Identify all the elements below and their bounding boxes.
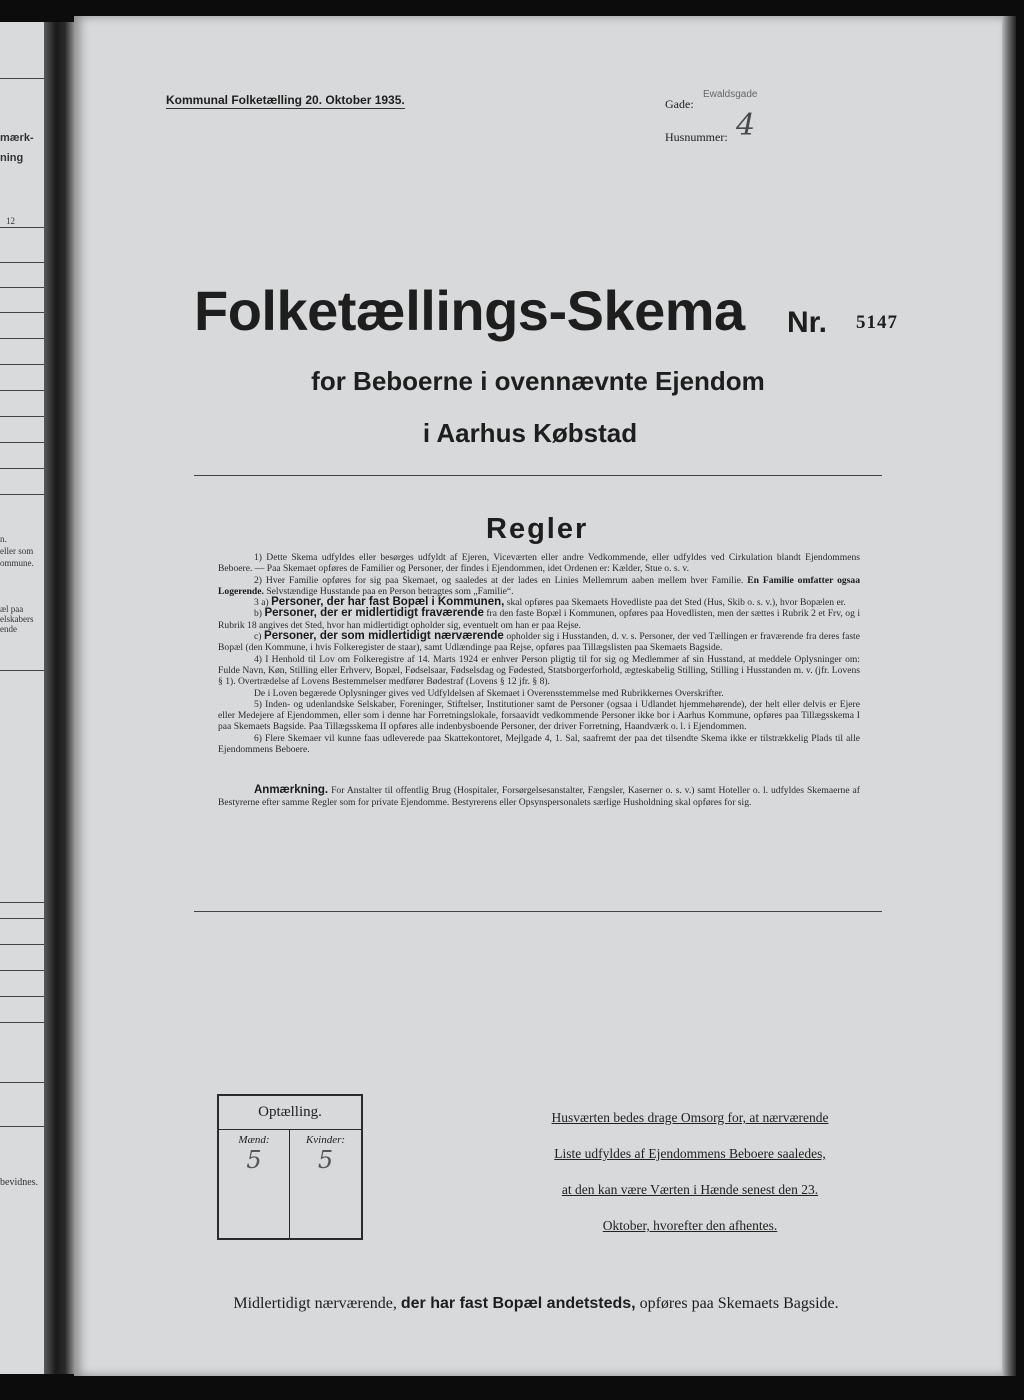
women-count: 5	[317, 1146, 334, 1174]
notice-line: at den kan være Værten i Hænde senest den 23.	[561, 1182, 819, 1197]
rule-3a-heading: Personer, der har fast Bopæl i Kommunen,	[271, 596, 505, 609]
left-page-rule	[0, 1082, 44, 1083]
left-page-text: ommune.	[0, 558, 34, 568]
footer-text-end: opføres paa Skemaets Bagside.	[639, 1295, 839, 1312]
rule-3b-heading: Personer, der er midlertidigt fraværende	[264, 607, 484, 620]
left-page-rule	[0, 1022, 44, 1023]
book-binding	[44, 22, 74, 1374]
rule-3c-text: opholder sig i Husstanden, d. v. s. Personer, der ved Tællingen er fraværende fra deres faste Bopæl (den Kommune, i hvis Folkeregister de staar), samt Udlændinge paa Rejse, opføres paa Tillægslisten paa Skemaets Bagside.	[218, 631, 860, 654]
left-page-rule	[0, 262, 44, 263]
notice-line: Liste udfyldes af Ejendommens Beboere saaledes,	[554, 1146, 826, 1161]
left-page-text: ende	[0, 624, 17, 634]
left-page-rule	[0, 996, 44, 997]
notice-line: Husværten bedes drage Omsorg for, at nærværende	[551, 1110, 829, 1125]
footer-text: Midlertidigt nærværende,	[233, 1295, 397, 1312]
left-page-rule	[0, 364, 44, 365]
rule-3b-number: b)	[254, 608, 262, 620]
left-page-rule	[0, 468, 44, 469]
left-page-rule	[0, 312, 44, 313]
rules-heading: Regler	[486, 513, 589, 545]
rule-4: 4) I Henhold til Lov om Folkeregistre af 14. Marts 1924 er enhver Person pligtig til for sig og Medlemmer af sin Husstand, at meddele Oplysninger om: Fulde Navn, Køn, Stilling eller Erhverv, Bopæl, Fødselsaar, Fødselsdag og Fødested, Statsborgerforhold, ægteskabelig Stilling, Stilling i Husstanden m. v. (jfr. Lovens § 1). Overtrædelse af Lovens Bestemmelser medfører Bødestraf (Lovens § 12 jfr. § 8).	[218, 653, 860, 688]
form-subtitle: for Beboerne i ovennævnte Ejendom	[311, 366, 765, 396]
left-page-rule	[0, 670, 44, 671]
tally-heading: Optælling.	[219, 1096, 361, 1130]
form-number-value: 5147	[856, 312, 898, 333]
left-page-rule	[0, 944, 44, 945]
street-label: Gade:	[665, 97, 694, 111]
rule-3a-number: 3 a)	[254, 597, 269, 609]
men-count: 5	[246, 1146, 262, 1174]
street-value: Ewaldsgade	[703, 89, 758, 100]
rule-2-note: Selvstændige Husstande paa en Person betragtes som „Familie“.	[266, 585, 514, 597]
left-page-rule	[0, 338, 44, 339]
women-column	[290, 1130, 361, 1238]
left-page-rule	[0, 287, 44, 288]
footer-emphasis: der har fast Bopæl andetsteds,	[400, 1295, 636, 1312]
form-title: Folketællings-Skema	[194, 279, 745, 342]
rule-2-emphasis: En Familie omfatter ogsaa Logerende.	[218, 574, 860, 597]
page-edge	[1002, 16, 1016, 1376]
left-page-text: ning	[0, 152, 24, 164]
footer-note	[200, 1295, 872, 1313]
left-page-rule	[0, 918, 44, 919]
census-date-line: Kommunal Folketælling 20. Oktober 1935.	[166, 93, 405, 107]
rule-2: 2) Hver Familie opføres for sig paa Skemaet, og saaledes at der lades en Linies Mellemrum aaben mellem hver Familie.	[254, 574, 744, 586]
left-page-text: eller som	[0, 546, 34, 556]
rule-5: 5) Inden- og udenlandske Selskaber, Foreninger, Stiftelser, Institutioner samt de Personer (ogsaa i Udlandet hjemmehørende), der helt eller delvis er Ejere eller Medejere af Ejendommen, eller som i denne har Forretningslokale, forsaavidt vedkommende Personer ikke bor i Aarhus Kommune, opføres paa Tillægsskema I paa Skemaets Bagside. Paa Tillægsskema II opføres alle indenbysboende Personer, der driver Forretning, Haandværk o. l. i Ejendommen.	[218, 698, 860, 733]
remark-text: For Anstalter til offentlig Brug (Hospitaler, Forsørgelsesanstalter, Fængsler, Kaserner o. s. v.) samt Hoteller o. l. udfyldes Skemaerne af Bestyrerne efter samme Regler som for private Ejendomme. Bestyrerens eller Opsynspersonalets særlige Husholdning skal opføres for sig.	[218, 785, 860, 808]
rule-3a-text: skal opføres paa Skemaets Hovedliste paa det Sted (Hus, Skib o. s. v.), hvor Bopælen er.	[506, 597, 846, 609]
left-page-text: æl paa	[0, 604, 24, 614]
left-page-rule	[0, 416, 44, 417]
divider	[194, 911, 882, 912]
rule-3c-heading: Personer, der som midlertidigt nærværende	[264, 630, 504, 643]
rules-text	[218, 552, 860, 808]
men-column	[219, 1130, 290, 1238]
left-page-rule	[0, 227, 44, 228]
left-page-rule	[0, 902, 44, 903]
house-number-label: Husnummer:	[665, 130, 728, 144]
left-page-text: 12	[6, 216, 15, 226]
left-facing-page	[0, 22, 45, 1374]
left-page-rule	[0, 78, 44, 79]
rule-4-note: De i Loven begærede Oplysninger gives ved Udfyldelsen af Skemaet i Overensstemmelse med Rubrikkernes Overskrifter.	[254, 687, 724, 699]
left-page-text: elskabers	[0, 614, 34, 624]
rule-6: 6) Flere Skemaer vil kunne faas udleverede paa Skattekontoret, Mejlgade 4, 1. Sal, saafremt der paa det tilsendte Skema ikke er tilstrækkelig Plads til alle Ejendommens Beboere.	[218, 732, 860, 756]
tally-box	[217, 1094, 363, 1240]
form-subtitle-city: i Aarhus Købstad	[422, 418, 638, 448]
rule-1: 1) Dette Skema udfyldes eller besørges udfyldt af Ejeren, Viceværten eller andre Vedkommende, eller udfyldes ved Cirkulation blandt Ejendommens Beboere. — Paa Skemaet opføres de Familier og Personer, der findes i Ejendommen, idet Ordenen er: Kælder, Stue o. s. v.	[218, 552, 860, 575]
divider	[194, 475, 882, 476]
women-label: Kvinder:	[305, 1134, 346, 1146]
house-number-value: 4	[736, 108, 756, 143]
left-page-rule	[0, 1126, 44, 1127]
landlord-notice	[518, 1100, 862, 1244]
left-page-text: bevidnes.	[0, 1177, 39, 1188]
notice-line: Oktober, hvorefter den afhentes.	[602, 1218, 778, 1233]
form-number-label: Nr.	[787, 306, 828, 339]
left-page-rule	[0, 970, 44, 971]
left-page-text: mærk-	[0, 132, 34, 144]
remark-label: Anmærkning.	[254, 784, 329, 797]
rule-3b-text: fra den faste Bopæl i Kommunen, opføres paa Hovedlisten, men der sættes i Rubrik 2 et Frv, og i Rubrik 18 angives det Sted, hvor han midlertidigt opholder sig, eventuelt om han er paa Rejse.	[218, 608, 860, 631]
left-page-rule	[0, 494, 44, 495]
men-label: Mænd:	[238, 1134, 270, 1146]
left-page-text: n.	[0, 534, 7, 544]
rule-3c-number: c)	[254, 631, 262, 643]
